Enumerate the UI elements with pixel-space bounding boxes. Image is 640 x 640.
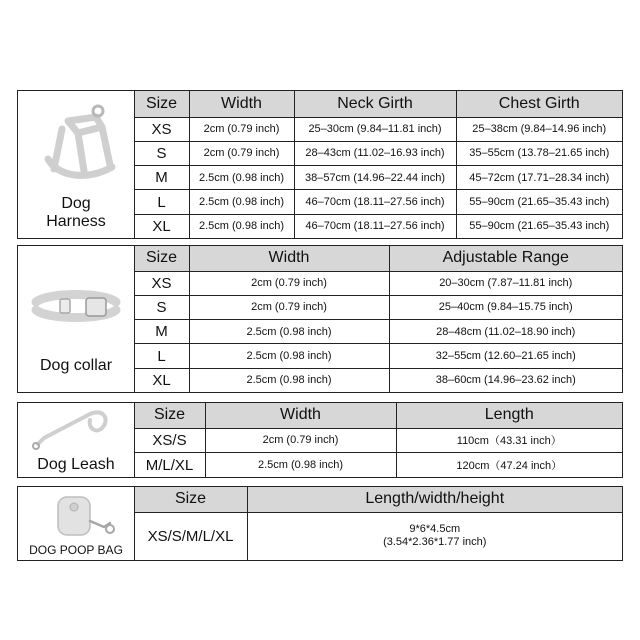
table-row (134, 141, 622, 165)
neck-girth-cell: 46–70cm (18.11–27.56 inch) (294, 214, 456, 238)
collar-section (17, 245, 623, 393)
poop-bag-section (17, 486, 623, 561)
size-cell: XS/S/M/L/XL (134, 512, 247, 560)
size-cell: XL (134, 214, 189, 238)
width-cell: 2.5cm (0.98 inch) (189, 166, 294, 190)
leash-section (17, 402, 623, 478)
width-cell: 2cm (0.79 inch) (189, 117, 294, 141)
col-header-chest-girth: Chest Girth (456, 91, 622, 117)
range-cell: 28–48cm (11.02–18.90 inch) (389, 320, 622, 344)
leash-name: Dog Leash (37, 456, 115, 473)
collar-table (134, 246, 623, 392)
col-header-width: Width (205, 403, 396, 428)
poop-bag-product (18, 487, 135, 560)
chest-girth-cell: 45–72cm (17.71–28.34 inch) (456, 166, 622, 190)
size-cell: S (134, 141, 189, 165)
col-header-size: Size (134, 403, 205, 428)
collar-product (18, 246, 135, 392)
col-header-neck-girth: Neck Girth (294, 91, 456, 117)
chest-girth-cell: 55–90cm (21.65–35.43 inch) (456, 214, 622, 238)
poop-bag-table (134, 487, 623, 560)
chest-girth-cell: 35–55cm (13.78–21.65 inch) (456, 141, 622, 165)
table-row (134, 166, 622, 190)
leash-product (18, 403, 135, 477)
range-cell: 25–40cm (9.84–15.75 inch) (389, 295, 622, 319)
table-row (134, 344, 622, 368)
col-header-dimensions: Length/width/height (247, 487, 622, 512)
size-cell: XL (134, 368, 189, 392)
col-header-size: Size (134, 487, 247, 512)
width-cell: 2.5cm (0.98 inch) (189, 214, 294, 238)
chest-girth-cell: 25–38cm (9.84–14.96 inch) (456, 117, 622, 141)
poop-bag-image (18, 491, 134, 541)
table-row (134, 117, 622, 141)
chest-girth-cell: 55–90cm (21.65–35.43 inch) (456, 190, 622, 214)
neck-girth-cell: 25–30cm (9.84–11.81 inch) (294, 117, 456, 141)
harness-name-line1: Dog (61, 195, 91, 212)
range-cell: 38–60cm (14.96–23.62 inch) (389, 368, 622, 392)
width-cell: 2.5cm (0.98 inch) (189, 368, 389, 392)
table-row (134, 214, 622, 238)
length-cell: 110cm（43.31 inch） (396, 428, 622, 453)
table-row (134, 320, 622, 344)
harness-table (134, 91, 623, 238)
neck-girth-cell: 38–57cm (14.96–22.44 inch) (294, 166, 456, 190)
size-cell: XS (134, 117, 189, 141)
col-header-adjustable-range: Adjustable Range (389, 246, 622, 271)
col-header-width: Width (189, 246, 389, 271)
table-row (134, 271, 622, 295)
size-cell: M (134, 166, 189, 190)
poop-bag-name: DOG POOP BAG (29, 543, 123, 557)
collar-name: Dog collar (39, 357, 113, 374)
width-cell: 2cm (0.79 inch) (189, 141, 294, 165)
table-row (134, 295, 622, 319)
size-cell: XS (134, 271, 189, 295)
neck-girth-cell: 46–70cm (18.11–27.56 inch) (294, 190, 456, 214)
col-header-length: Length (396, 403, 622, 428)
table-row (134, 368, 622, 392)
width-cell: 2cm (0.79 inch) (205, 428, 396, 453)
width-cell: 2cm (0.79 inch) (189, 295, 389, 319)
table-row (134, 453, 622, 477)
size-cell: L (134, 190, 189, 214)
size-cell: S (134, 295, 189, 319)
size-cell: M/L/XL (134, 453, 205, 477)
leash-table (134, 403, 623, 477)
col-header-size: Size (134, 91, 189, 117)
dimensions-inch: (3.54*2.36*1.77 inch) (383, 536, 487, 549)
range-cell: 20–30cm (7.87–11.81 inch) (389, 271, 622, 295)
neck-girth-cell: 28–43cm (11.02–16.93 inch) (294, 141, 456, 165)
col-header-size: Size (134, 246, 189, 271)
table-row (134, 190, 622, 214)
table-row (134, 428, 622, 453)
harness-product (18, 91, 135, 238)
collar-image (18, 284, 134, 328)
leash-image (18, 406, 134, 452)
length-cell: 120cm（47.24 inch） (396, 453, 622, 477)
width-cell: 2.5cm (0.98 inch) (189, 320, 389, 344)
size-cell: XS/S (134, 428, 205, 453)
harness-name-line2: Harness (46, 213, 106, 230)
harness-section (17, 90, 623, 239)
table-row (134, 512, 622, 560)
dimensions-cm: 9*6*4.5cm (409, 523, 461, 536)
dimensions-cell (247, 512, 622, 560)
width-cell: 2.5cm (0.98 inch) (205, 453, 396, 477)
width-cell: 2.5cm (0.98 inch) (189, 344, 389, 368)
size-cell: L (134, 344, 189, 368)
harness-image (18, 99, 134, 187)
width-cell: 2cm (0.79 inch) (189, 271, 389, 295)
width-cell: 2.5cm (0.98 inch) (189, 190, 294, 214)
range-cell: 32–55cm (12.60–21.65 inch) (389, 344, 622, 368)
size-cell: M (134, 320, 189, 344)
col-header-width: Width (189, 91, 294, 117)
